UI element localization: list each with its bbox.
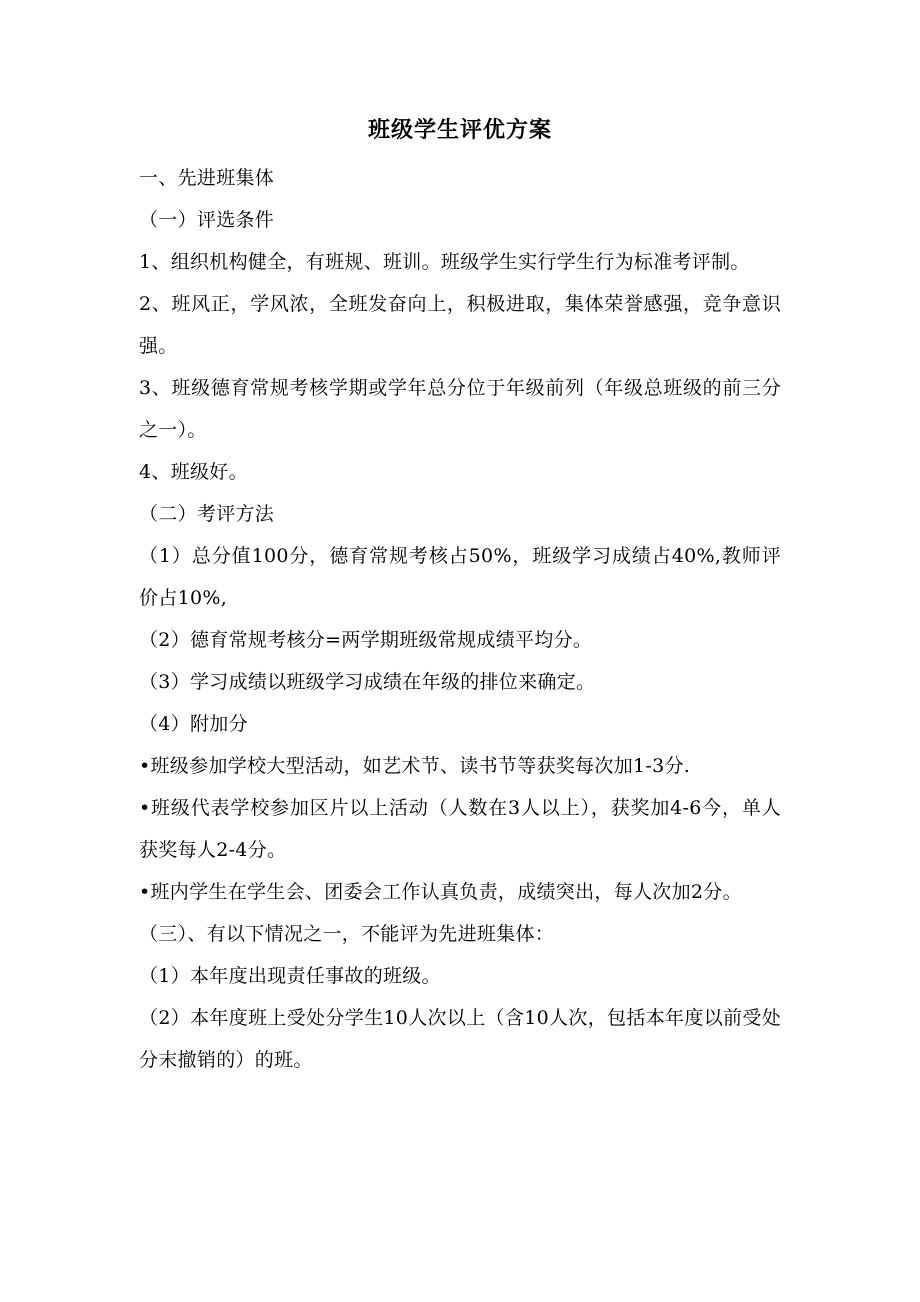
bullet-item: •班级代表学校参加区片以上活动（人数在3人以上），获奖加4-6今，单人获奖每人2-4分。 [139, 797, 781, 861]
paragraph: （4）附加分 [139, 713, 248, 735]
paragraph: （2）本年度班上受处分学生10人次以上（含10人次，包括本年度以前受处分末撤销的）的班。 [139, 1007, 781, 1071]
subsection-heading: （三）、有以下情况之一，不能评为先进班集体： [139, 923, 555, 945]
paragraph: （1）本年度出现责任事故的班级。 [139, 965, 441, 987]
subsection-heading: （一）评选条件 [139, 209, 275, 231]
paragraph: 4、班级好。 [139, 461, 248, 483]
paragraph: 3、班级德育常规考核学期或学年总分位于年级前列（年级总班级的前三分之一）。 [139, 377, 781, 441]
page-title: 班级学生评优方案 [367, 117, 552, 143]
paragraph: 2、班风正，学风浓，全班发奋向上，积极进取，集体荣誉感强，竞争意识强。 [139, 293, 781, 357]
subsection-heading: （二）考评方法 [139, 503, 275, 525]
paragraph: （1）总分值100分，德育常规考核占50%，班级学习成绩占40%,教师评价占10%, [139, 545, 781, 609]
paragraph: （2）德育常规考核分=两学期班级常规成绩平均分。 [139, 629, 593, 651]
paragraph: 1、组织机构健全，有班规、班训。班级学生实行学生行为标准考评制。 [139, 251, 750, 273]
document-body [139, 157, 781, 1081]
bullet-item: •班内学生在学生会、团委会工作认真负责，成绩突出，每人次加2分。 [139, 881, 742, 903]
section-heading: 一、先进班集体 [139, 167, 275, 189]
bullet-item: •班级参加学校大型活动，如艺术节、读书节等获奖每次加1-3分. [139, 755, 691, 777]
paragraph: （3）学习成绩以班级学习成绩在年级的排位来确定。 [139, 671, 596, 693]
